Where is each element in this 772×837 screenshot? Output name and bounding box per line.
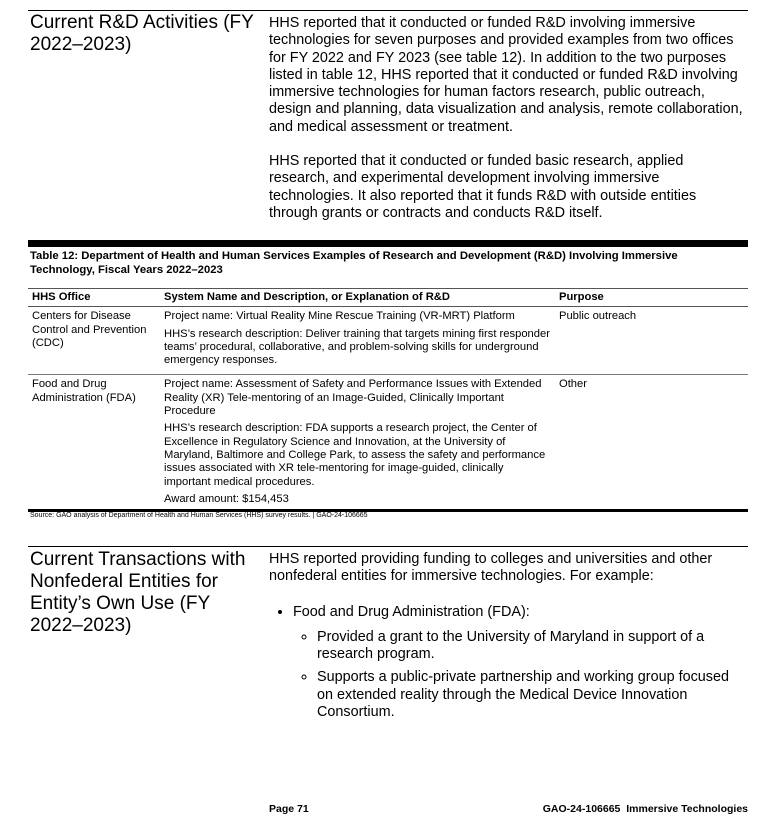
paragraph: HHS reported that it conducted or funded basic research, applied research, and experimental development involving immersive technologies. It also reported that it funds R&D with outside entities through grants or contracts and conducts R&D itself. [269, 153, 697, 221]
section-divider [28, 10, 748, 11]
rd-table [28, 288, 748, 512]
sub-bullet-list [293, 629, 747, 721]
award-amount: Award amount: $154,453 [164, 492, 289, 505]
section-body [269, 15, 747, 239]
table-title: Table 12: Department of Health and Human Services Examples of Research and Development (R&D) Involving Immersive Technology, Fiscal Years 2022–2023 [30, 250, 678, 276]
description-cell [160, 375, 555, 511]
section-divider [28, 546, 748, 547]
office-cell: Food and Drug Administration (FDA) [28, 375, 160, 511]
page-number: Page 71 [269, 803, 309, 815]
list-item: ◦ Provided a grant to the University of Maryland in support of a research program. [317, 629, 747, 664]
column-header: Purpose [555, 289, 748, 307]
column-header: HHS Office [28, 289, 160, 307]
section-heading: Current Transactions with Nonfederal Entities for Entity’s Own Use (FY 2022–2023) [30, 549, 246, 636]
research-description: HHS’s research description: Deliver training that targets mining first responder teams’ procedural, collaborative, and problem-solving skills for underground emergency responses. [164, 327, 550, 367]
table-row [28, 375, 748, 511]
research-description: HHS’s research description: FDA supports a research project, the Center of Excellence in Regulatory Science and Innovation, at the University of Maryland, Baltimore and College Park, to assess the safety and performance issues associated with XR tele-mentoring for image-guided, clinically important medical procedures. [164, 422, 546, 488]
report-id: GAO-24-106665 Immersive Technologies [542, 803, 748, 815]
list-item [293, 604, 747, 722]
section-heading: Current R&D Activities (FY 2022–2023) [30, 12, 254, 55]
section-body [269, 551, 747, 727]
description-cell [160, 307, 555, 375]
purpose-cell: Other [555, 375, 748, 511]
table-top-bar [28, 240, 748, 247]
office-cell: Centers for Disease Control and Prevention (CDC) [28, 307, 160, 375]
list-item-text: Food and Drug Administration (FDA): [293, 603, 530, 620]
list-item: ◦ Supports a public-private partnership and working group focused on extended reality through the Medical Device Innovation Consortium. [317, 669, 747, 721]
table-source: Source: GAO analysis of Department of Health and Human Services (HHS) survey results. | GAO-24-106665 [30, 512, 368, 519]
table-header-row [28, 289, 748, 307]
project-name: Project name: Assessment of Safety and Performance Issues with Extended Reality (XR) Tele-mentoring of an Image-Guided, Clinically Important Procedure [164, 378, 542, 418]
paragraph: HHS reported that it conducted or funded R&D involving immersive technologies for seven purposes and provided examples from two offices for FY 2022 and FY 2023 (see table 12). In addition to the two purposes listed in table 12, HHS reported that it conducted or funded R&D involving immersive technologies for human factors research, public outreach, design and planning, data visualization and analysis, remote collaboration, and medical assessment or treatment. [269, 15, 743, 135]
bullet-list [269, 604, 747, 722]
paragraph: HHS reported providing funding to colleges and universities and other nonfederal entities for immersive technologies. For example: [269, 551, 713, 585]
column-header: System Name and Description, or Explanation of R&D [160, 289, 555, 307]
project-name: Project name: Virtual Reality Mine Rescue Training (VR-MRT) Platform [164, 310, 515, 323]
purpose-cell: Public outreach [555, 307, 748, 375]
table-row [28, 307, 748, 375]
